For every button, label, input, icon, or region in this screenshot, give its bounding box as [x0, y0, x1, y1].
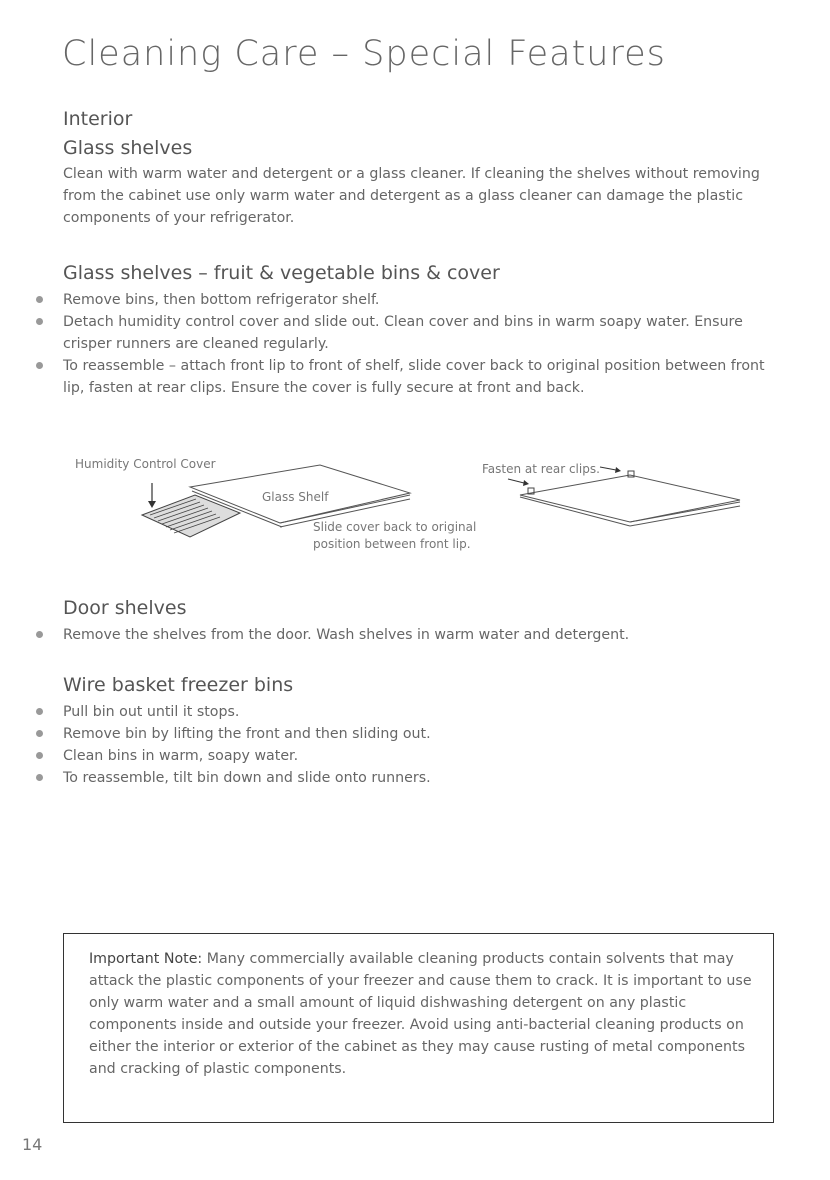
- bullet-icon: [36, 708, 43, 715]
- important-note-text: [89, 948, 765, 1080]
- bins-bullet-list: [63, 289, 783, 399]
- bullet-icon: [36, 774, 43, 781]
- slide-cover-label-line2: position between front lip.: [313, 537, 471, 551]
- important-note-box: [63, 933, 774, 1123]
- glass-shelves-paragraph: Clean with warm water and detergent or a glass cleaner. If cleaning the shelves without removing from the cabinet use only warm water and detergent as a glass cleaner can damage the plastic components of your refrigerator.: [63, 166, 760, 226]
- important-note-body: Many commercially available cleaning products contain solvents that may attack the plastic components of your freezer and cause them to crack. It is important to use only warm water and a small amount of liquid dishwashing detergent on any plastic components inside and outside your freezer. Avoid using anti-bacterial cleaning products on either the interior or exterior of the cabinet as they may cause rusting of metal components and cracking of plastic components.: [89, 951, 752, 1077]
- section-heading-interior: Interior: [63, 108, 133, 130]
- glass-shelf-label: Glass Shelf: [262, 490, 329, 504]
- bullet-icon: [36, 631, 43, 638]
- list-item: Pull bin out until it stops.: [63, 701, 783, 723]
- humidity-control-cover-label: Humidity Control Cover: [75, 457, 216, 471]
- rear-clips-illustration: [500, 470, 760, 545]
- bullet-icon: [36, 752, 43, 759]
- page-number: 14: [22, 1135, 43, 1154]
- list-item: Clean bins in warm, soapy water.: [63, 745, 783, 767]
- door-shelves-bullet-list: [63, 624, 783, 646]
- fasten-rear-clips-label: Fasten at rear clips.: [482, 462, 600, 476]
- bullet-icon: [36, 730, 43, 737]
- page-title: Cleaning Care – Special Features: [62, 34, 666, 74]
- list-item: To reassemble, tilt bin down and slide onto runners.: [63, 767, 783, 789]
- section-heading-bins: Glass shelves – fruit & vegetable bins & cover: [63, 262, 500, 284]
- section-heading-glass-shelves: Glass shelves: [63, 137, 193, 159]
- wire-basket-bullet-list: [63, 701, 783, 789]
- list-item: Remove bin by lifting the front and then sliding out.: [63, 723, 783, 745]
- list-item: To reassemble – attach front lip to front of shelf, slide cover back to original position between front lip, fasten at rear clips. Ensure the cover is fully secure at front and back.: [63, 355, 783, 399]
- list-item: Remove the shelves from the door. Wash shelves in warm water and detergent.: [63, 624, 783, 646]
- bullet-icon: [36, 362, 43, 369]
- bullet-icon: [36, 318, 43, 325]
- list-item: Detach humidity control cover and slide out. Clean cover and bins in warm soapy water. Ensure crisper runners are cleaned regularly.: [63, 311, 783, 355]
- bullet-icon: [36, 296, 43, 303]
- section-heading-door-shelves: Door shelves: [63, 597, 187, 619]
- list-item: Remove bins, then bottom refrigerator shelf.: [63, 289, 783, 311]
- important-note-label: Important Note:: [89, 951, 203, 967]
- slide-cover-label-line1: Slide cover back to original: [313, 520, 477, 534]
- section-heading-wire-basket: Wire basket freezer bins: [63, 674, 294, 696]
